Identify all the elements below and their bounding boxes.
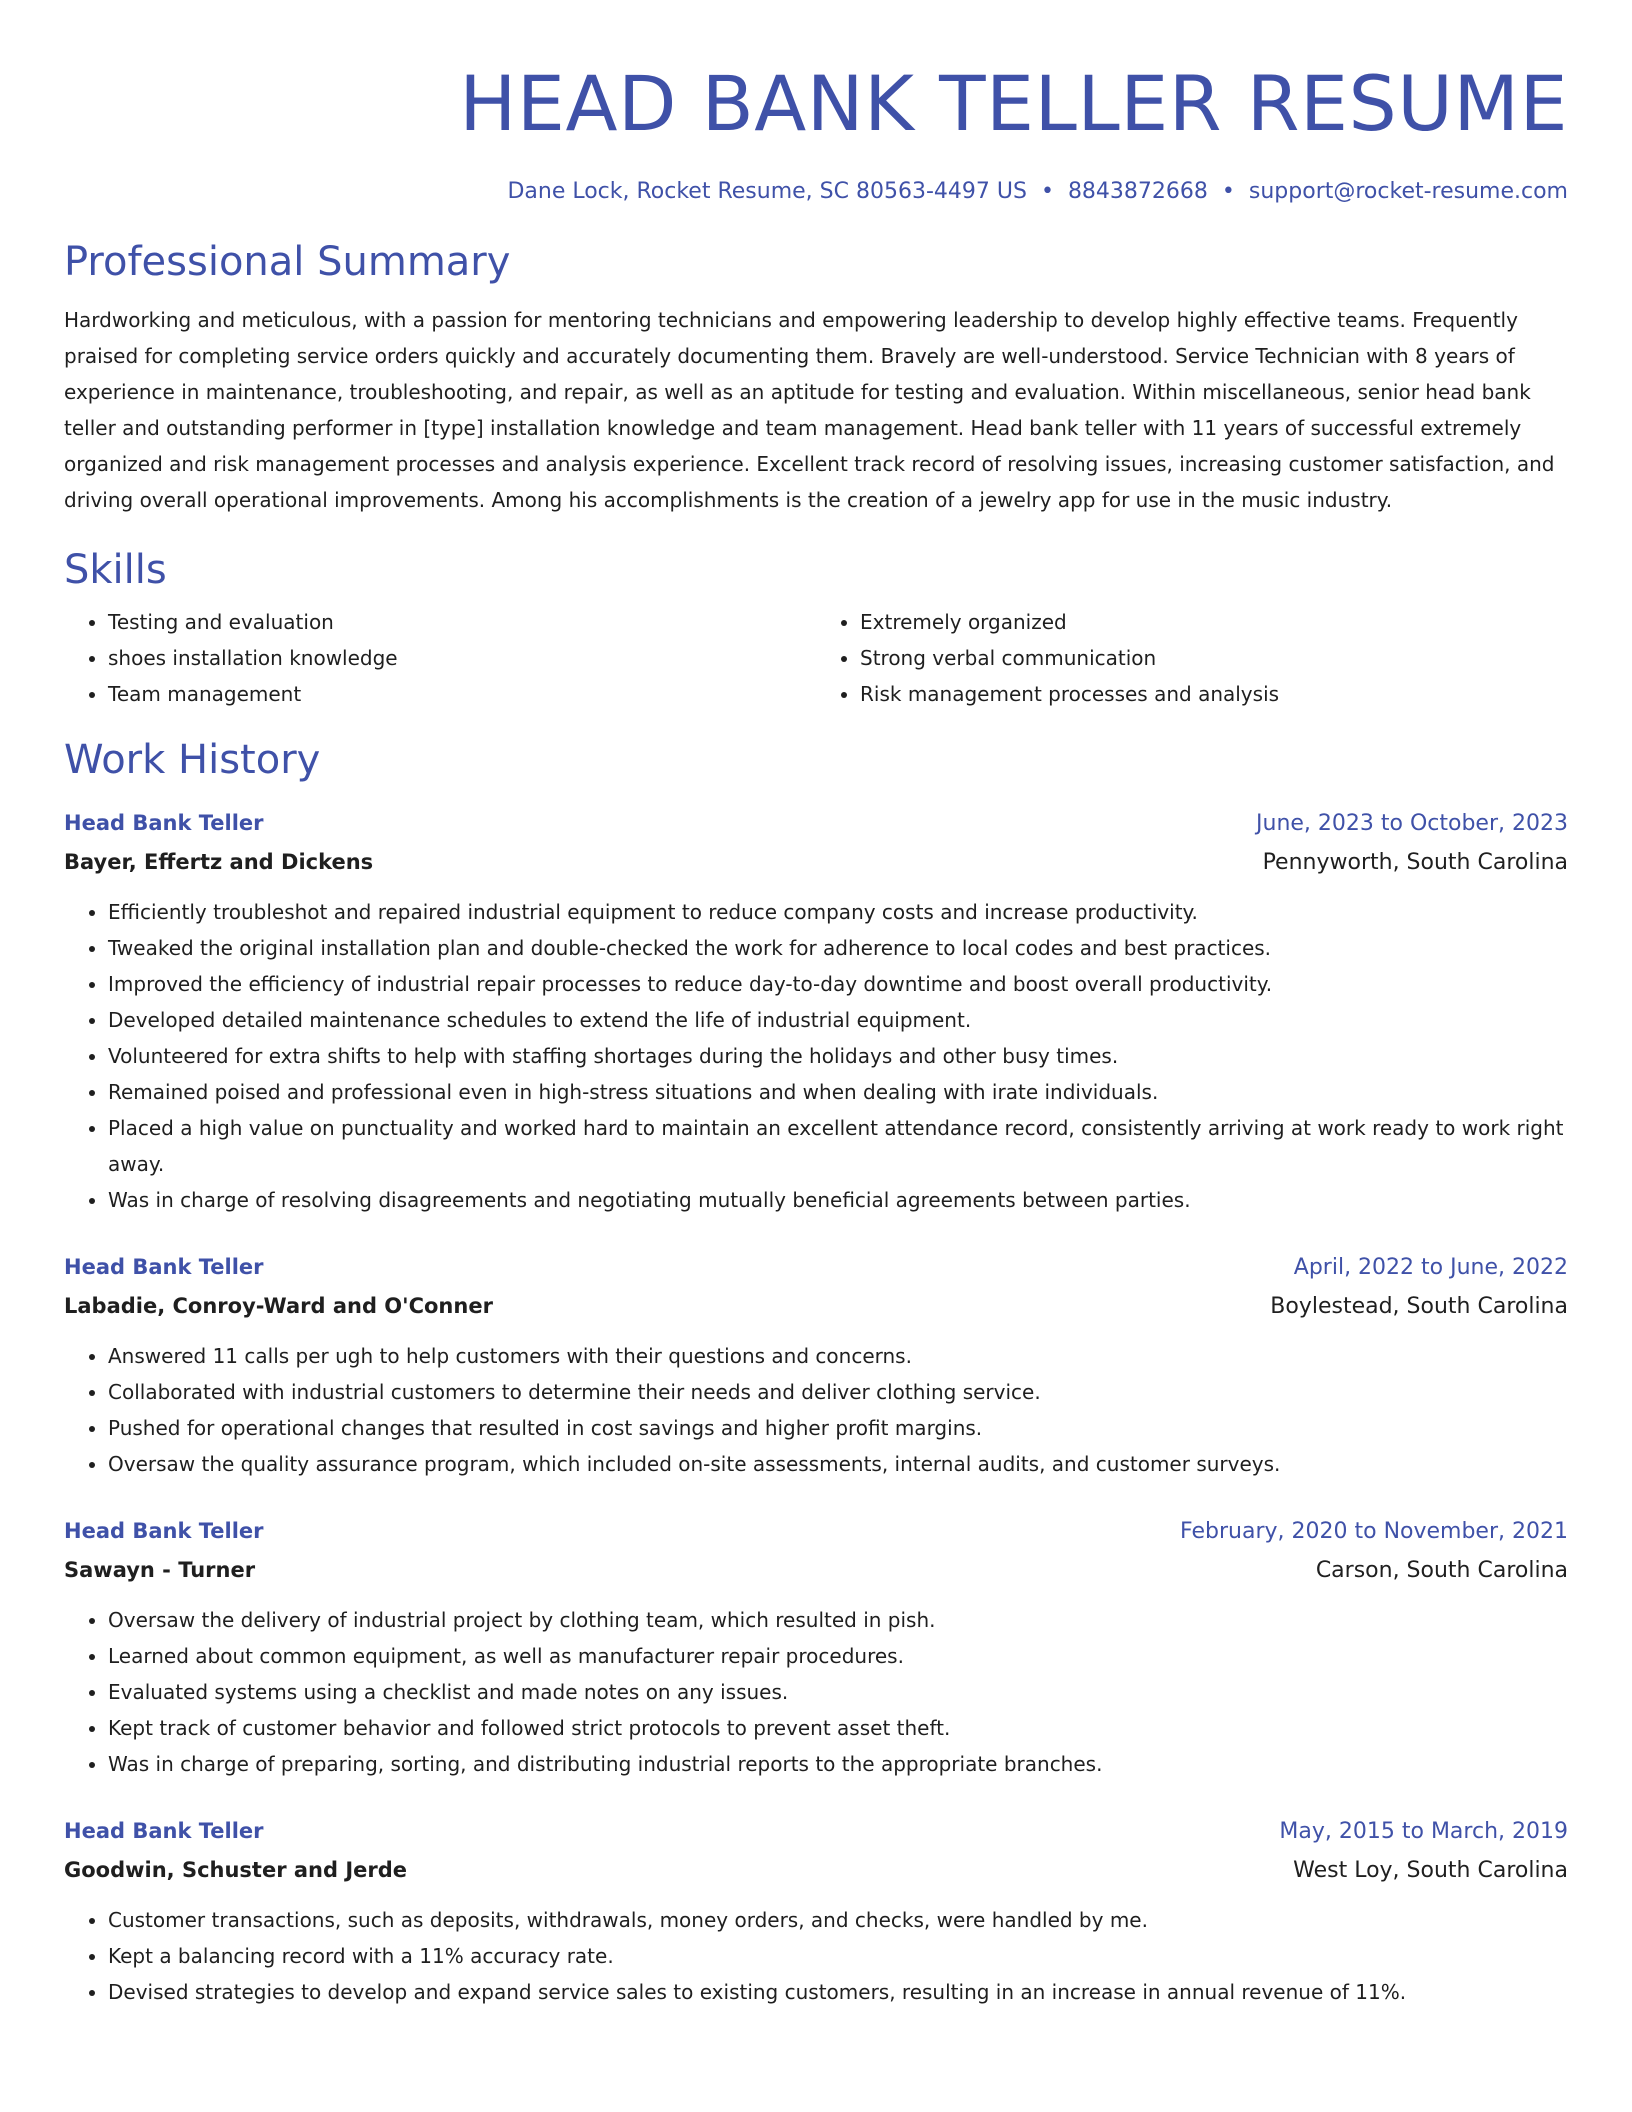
job-company: Goodwin, Schuster and Jerde <box>64 1858 408 1882</box>
job-bullet: • Answered 11 calls per ugh to help customers with their questions and concerns. <box>108 1338 1568 1374</box>
skills-list <box>64 604 1568 712</box>
job-bullet: • Pushed for operational changes that resulted in cost savings and higher profit margins. <box>108 1410 1568 1446</box>
summary-heading: Professional Summary <box>64 239 511 285</box>
job-bullets <box>64 1902 1568 2010</box>
skill-item: • Strong verbal communication <box>860 640 1568 676</box>
job-dates: April, 2022 to June, 2022 <box>1293 1255 1568 1280</box>
job-location: West Loy, South Carolina <box>1293 1858 1568 1883</box>
job-location: Boylestead, South Carolina <box>1270 1294 1568 1319</box>
job-title: Head Bank Teller <box>64 1255 264 1279</box>
job-bullets <box>64 894 1568 1218</box>
skill-item: • shoes installation knowledge <box>108 640 816 676</box>
job-bullet: • Was in charge of resolving disagreements and negotiating mutually beneficial agreements between parties. <box>108 1182 1568 1218</box>
job-entry <box>64 1248 1568 1482</box>
contact-separator: • <box>1040 179 1054 204</box>
job-company: Sawayn - Turner <box>64 1558 256 1582</box>
job-bullet: • Kept track of customer behavior and followed strict protocols to prevent asset theft. <box>108 1710 1568 1746</box>
skills-column-left <box>64 604 816 712</box>
job-entry <box>64 804 1568 1218</box>
skill-item: • Risk management processes and analysis <box>860 676 1568 712</box>
resume-page <box>64 0 1568 2010</box>
job-bullet: • Improved the efficiency of industrial repair processes to reduce day-to-day downtime and boost overall productivity. <box>108 966 1568 1002</box>
job-company: Bayer, Effertz and Dickens <box>64 850 374 874</box>
contact-address: Dane Lock, Rocket Resume, SC 80563-4497 US <box>507 179 1027 204</box>
contact-phone: 8843872668 <box>1067 179 1208 204</box>
job-bullet: • Tweaked the original installation plan and double-checked the work for adherence to local codes and best practices. <box>108 930 1568 966</box>
job-bullet: • Developed detailed maintenance schedules to extend the life of industrial equipment. <box>108 1002 1568 1038</box>
job-title: Head Bank Teller <box>64 811 264 835</box>
summary-text: Hardworking and meticulous, with a passion for mentoring technicians and empowering leadership to develop highly effective teams. Frequently praised for completing service orders quickly and accurately documenting them. Bravely are well-understood. Service Technician with 8 years of experience in maintenance, troubleshooting, and repair, as well as an aptitude for testing and evaluation. Within miscellaneous, senior head bank teller and outstanding performer in [type] installation knowledge and team management. Head bank teller with 11 years of successful extremely organized and risk management processes and analysis experience. Excellent track record of resolving issues, increasing customer satisfaction, and driving overall operational improvements. Among his accomplishments is the creation of a jewelry app for use in the music industry. <box>64 308 1555 512</box>
job-bullet: • Customer transactions, such as deposits, withdrawals, money orders, and checks, were handled by me. <box>108 1902 1568 1938</box>
skill-item: • Team management <box>108 676 816 712</box>
skills-heading: Skills <box>64 547 167 593</box>
job-company: Labadie, Conroy-Ward and O'Conner <box>64 1294 493 1318</box>
resume-title: HEAD BANK TELLER RESUME <box>459 59 1568 148</box>
job-bullet: • Collaborated with industrial customers to determine their needs and deliver clothing service. <box>108 1374 1568 1410</box>
contact-email: support@rocket-resume.com <box>1248 179 1568 204</box>
job-title: Head Bank Teller <box>64 1519 264 1543</box>
job-location: Carson, South Carolina <box>1315 1558 1568 1583</box>
contact-separator: • <box>1221 179 1235 204</box>
work-history-heading: Work History <box>64 737 321 783</box>
job-bullet: • Oversaw the delivery of industrial project by clothing team, which resulted in pish. <box>108 1602 1568 1638</box>
job-bullet: • Remained poised and professional even in high-stress situations and when dealing with irate individuals. <box>108 1074 1568 1110</box>
job-location: Pennyworth, South Carolina <box>1262 850 1568 875</box>
job-entry <box>64 1512 1568 1782</box>
job-bullet: • Kept a balancing record with a 11% accuracy rate. <box>108 1938 1568 1974</box>
contact-line <box>64 176 1568 208</box>
job-bullet: • Learned about common equipment, as well as manufacturer repair procedures. <box>108 1638 1568 1674</box>
job-bullets <box>64 1338 1568 1482</box>
skills-column-right <box>816 604 1568 712</box>
job-bullet: • Placed a high value on punctuality and worked hard to maintain an excellent attendance record, consistently arriving at work ready to work right away. <box>108 1110 1568 1182</box>
job-bullet: • Efficiently troubleshot and repaired industrial equipment to reduce company costs and increase productivity. <box>108 894 1568 930</box>
job-dates: February, 2020 to November, 2021 <box>1180 1519 1568 1544</box>
job-entry <box>64 1812 1568 2010</box>
job-dates: June, 2023 to October, 2023 <box>1256 811 1568 836</box>
job-title: Head Bank Teller <box>64 1819 264 1843</box>
job-bullets <box>64 1602 1568 1782</box>
skill-item: • Testing and evaluation <box>108 604 816 640</box>
job-dates: May, 2015 to March, 2019 <box>1279 1819 1568 1844</box>
job-bullet: • Volunteered for extra shifts to help with staffing shortages during the holidays and other busy times. <box>108 1038 1568 1074</box>
skill-item: • Extremely organized <box>860 604 1568 640</box>
job-bullet: • Devised strategies to develop and expand service sales to existing customers, resulting in an increase in annual revenue of 11%. <box>108 1974 1568 2010</box>
job-bullet: • Evaluated systems using a checklist and made notes on any issues. <box>108 1674 1568 1710</box>
job-bullet: • Oversaw the quality assurance program, which included on-site assessments, internal audits, and customer surveys. <box>108 1446 1568 1482</box>
job-bullet: • Was in charge of preparing, sorting, and distributing industrial reports to the appropriate branches. <box>108 1746 1568 1782</box>
